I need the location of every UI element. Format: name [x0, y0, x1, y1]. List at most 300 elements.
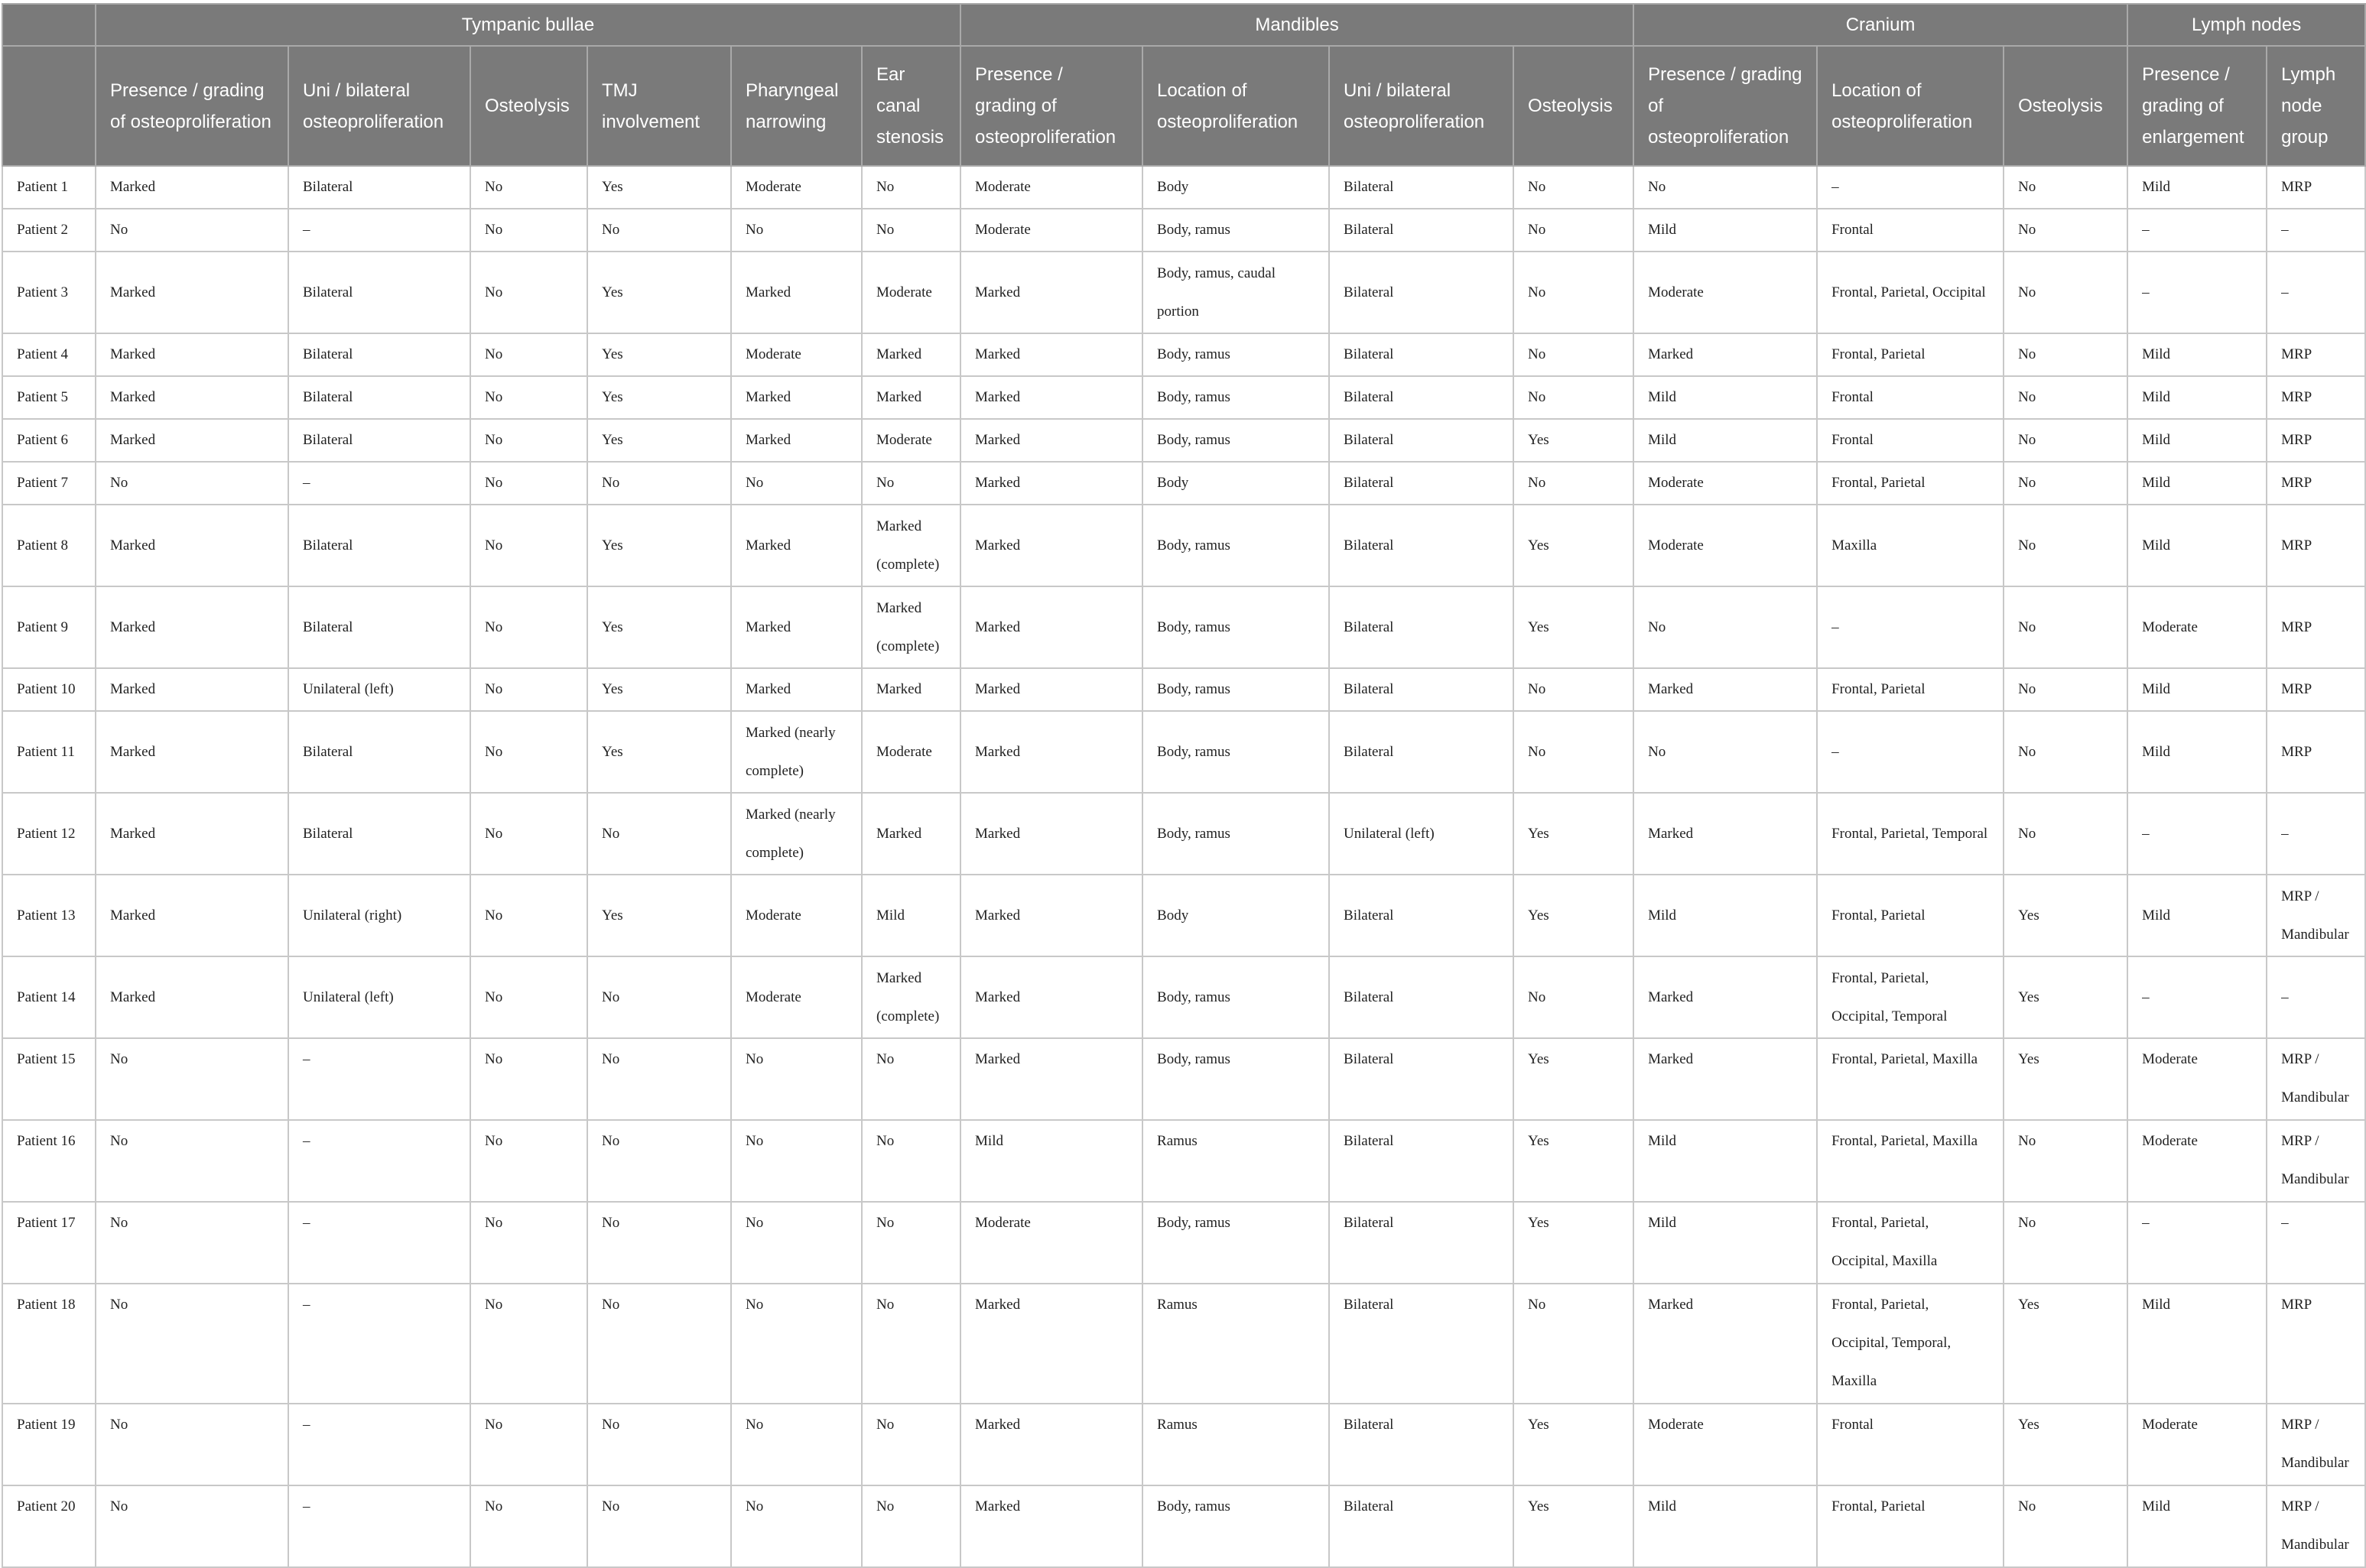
table-cell: No	[587, 1404, 731, 1485]
table-cell: No	[470, 419, 587, 462]
column-header: Location of osteoproliferation	[1142, 46, 1329, 166]
table-cell: Frontal, Parietal	[1817, 875, 2004, 956]
table-cell: Body, ramus	[1142, 1202, 1329, 1284]
patient-label-cell: Patient 10	[2, 668, 96, 711]
table-cell: Marked	[960, 505, 1142, 586]
table-cell: Moderate	[862, 252, 960, 333]
column-header: Pharyngeal narrowing	[731, 46, 862, 166]
patient-label-cell: Patient 20	[2, 1485, 96, 1567]
table-cell: No	[2004, 333, 2127, 376]
table-cell: Moderate	[2127, 1404, 2267, 1485]
table-cell: Frontal, Parietal	[1817, 333, 2004, 376]
table-cell: No	[587, 1120, 731, 1202]
table-cell: Mild	[1633, 209, 1817, 252]
table-cell: Body, ramus	[1142, 586, 1329, 668]
table-body	[2, 166, 2365, 1567]
table-cell: No	[2004, 252, 2127, 333]
table-cell: Marked	[96, 956, 288, 1038]
table-cell: Marked	[960, 586, 1142, 668]
table-cell: –	[288, 1202, 470, 1284]
table-cell: Marked (nearly complete)	[731, 793, 862, 875]
table-cell: Unilateral (left)	[288, 956, 470, 1038]
table-cell: Mild	[862, 875, 960, 956]
table-row	[2, 668, 2365, 711]
table-row	[2, 462, 2365, 505]
table-cell: –	[2127, 793, 2267, 875]
table-cell: Body, ramus	[1142, 376, 1329, 419]
table-cell: Yes	[1513, 1202, 1633, 1284]
table-cell: Bilateral	[1329, 166, 1513, 209]
table-cell: Marked	[731, 252, 862, 333]
table-cell: Yes	[587, 419, 731, 462]
table-cell: Yes	[2004, 1038, 2127, 1120]
table-cell: No	[1513, 376, 1633, 419]
table-cell: Moderate	[1633, 462, 1817, 505]
table-cell: Marked	[96, 252, 288, 333]
table-cell: Marked	[96, 875, 288, 956]
table-cell: Marked	[96, 419, 288, 462]
table-cell: Bilateral	[1329, 1284, 1513, 1404]
table-cell: Bilateral	[1329, 252, 1513, 333]
table-cell: No	[96, 1284, 288, 1404]
table-cell: No	[731, 1284, 862, 1404]
table-cell: No	[1513, 1284, 1633, 1404]
table-cell: No	[96, 1485, 288, 1567]
table-cell: No	[470, 668, 587, 711]
table-cell: No	[587, 1485, 731, 1567]
table-cell: Yes	[587, 711, 731, 793]
table-cell: No	[470, 1485, 587, 1567]
table-cell: –	[288, 1038, 470, 1120]
table-cell: Body, ramus	[1142, 505, 1329, 586]
table-cell: Bilateral	[1329, 505, 1513, 586]
table-cell: Frontal	[1817, 419, 2004, 462]
table-cell: No	[470, 505, 587, 586]
table-cell: Moderate	[960, 166, 1142, 209]
table-cell: No	[731, 1038, 862, 1120]
table-row	[2, 252, 2365, 333]
table-cell: Marked	[731, 668, 862, 711]
table-cell: No	[862, 1284, 960, 1404]
table-cell: No	[96, 1120, 288, 1202]
table-cell: MRP	[2267, 166, 2365, 209]
table-cell: Body, ramus	[1142, 1485, 1329, 1567]
table-cell: No	[731, 209, 862, 252]
column-header: Osteolysis	[1513, 46, 1633, 166]
patient-label-cell: Patient 9	[2, 586, 96, 668]
table-cell: No	[1513, 668, 1633, 711]
table-cell: No	[587, 1202, 731, 1284]
table-cell: Yes	[587, 376, 731, 419]
table-cell: Mild	[2127, 875, 2267, 956]
table-cell: –	[2127, 252, 2267, 333]
table-cell: No	[2004, 586, 2127, 668]
table-cell: No	[862, 1485, 960, 1567]
table-cell: No	[862, 1120, 960, 1202]
table-cell: Marked	[862, 668, 960, 711]
table-cell: No	[1633, 711, 1817, 793]
table-cell: –	[288, 1284, 470, 1404]
table-row	[2, 1284, 2365, 1404]
table-cell: No	[862, 166, 960, 209]
table-cell: Body, ramus	[1142, 419, 1329, 462]
table-cell: –	[1817, 711, 2004, 793]
table-cell: No	[862, 462, 960, 505]
table-cell: Bilateral	[288, 793, 470, 875]
table-cell: Yes	[2004, 1404, 2127, 1485]
patient-label-cell: Patient 16	[2, 1120, 96, 1202]
table-cell: Yes	[1513, 586, 1633, 668]
table-cell: No	[470, 1038, 587, 1120]
table-cell: Moderate	[731, 956, 862, 1038]
table-cell: –	[2267, 252, 2365, 333]
table-cell: No	[587, 1284, 731, 1404]
group-header-cranium: Cranium	[1633, 4, 2127, 46]
table-cell: No	[2004, 209, 2127, 252]
table-cell: Marked	[960, 793, 1142, 875]
column-header: Uni / bilateral osteoproliferation	[1329, 46, 1513, 166]
column-header: Osteolysis	[470, 46, 587, 166]
table-cell: No	[470, 586, 587, 668]
group-header-row	[2, 4, 2365, 46]
patient-label-cell: Patient 19	[2, 1404, 96, 1485]
patient-label-cell: Patient 13	[2, 875, 96, 956]
table-cell: Body	[1142, 166, 1329, 209]
table-cell: Marked	[862, 793, 960, 875]
table-cell: No	[2004, 376, 2127, 419]
patient-label-cell: Patient 1	[2, 166, 96, 209]
table-cell: No	[587, 793, 731, 875]
table-cell: Yes	[1513, 1485, 1633, 1567]
table-cell: Yes	[2004, 1284, 2127, 1404]
table-row	[2, 586, 2365, 668]
table-cell: Bilateral	[1329, 1404, 1513, 1485]
table-cell: Bilateral	[1329, 333, 1513, 376]
table-cell: Yes	[1513, 419, 1633, 462]
table-row	[2, 166, 2365, 209]
table-cell: No	[2004, 166, 2127, 209]
column-header-row	[2, 46, 2365, 166]
table-cell: Body, ramus	[1142, 956, 1329, 1038]
patient-label-cell: Patient 6	[2, 419, 96, 462]
patient-label-cell: Patient 5	[2, 376, 96, 419]
table-cell: Bilateral	[1329, 209, 1513, 252]
table-cell: No	[862, 1038, 960, 1120]
table-cell: Mild	[1633, 875, 1817, 956]
patient-label-cell: Patient 8	[2, 505, 96, 586]
table-cell: –	[2127, 1202, 2267, 1284]
table-cell: No	[470, 209, 587, 252]
table-cell: Marked	[96, 793, 288, 875]
table-cell: Mild	[2127, 1284, 2267, 1404]
table-cell: Frontal, Parietal, Occipital, Maxilla	[1817, 1202, 2004, 1284]
table-cell: Marked	[960, 668, 1142, 711]
table-cell: Yes	[587, 875, 731, 956]
table-cell: No	[470, 1404, 587, 1485]
table-cell: No	[587, 1038, 731, 1120]
table-cell: Bilateral	[1329, 875, 1513, 956]
table-cell: Mild	[1633, 1485, 1817, 1567]
table-cell: No	[96, 1202, 288, 1284]
table-cell: Frontal, Parietal	[1817, 668, 2004, 711]
table-cell: Moderate	[2127, 586, 2267, 668]
table-cell: –	[288, 1120, 470, 1202]
column-header: Presence / grading of osteoproliferation	[1633, 46, 1817, 166]
table-cell: Marked (nearly complete)	[731, 711, 862, 793]
table-row	[2, 1485, 2365, 1567]
table-cell: Bilateral	[288, 711, 470, 793]
table-cell: No	[2004, 505, 2127, 586]
patient-label-cell: Patient 3	[2, 252, 96, 333]
table-cell: Body, ramus	[1142, 668, 1329, 711]
table-cell: Moderate	[2127, 1120, 2267, 1202]
table-cell: Marked	[862, 333, 960, 376]
table-cell: Bilateral	[1329, 1485, 1513, 1567]
table-cell: Yes	[587, 586, 731, 668]
table-cell: Frontal, Parietal, Occipital	[1817, 252, 2004, 333]
table-cell: Marked	[96, 505, 288, 586]
table-cell: No	[2004, 1485, 2127, 1567]
table-cell: No	[1513, 166, 1633, 209]
table-cell: Marked	[1633, 956, 1817, 1038]
column-header: Presence / grading of enlargement	[2127, 46, 2267, 166]
table-cell: Frontal, Parietal, Maxilla	[1817, 1038, 2004, 1120]
table-cell: Marked	[960, 1404, 1142, 1485]
table-cell: Marked	[960, 1284, 1142, 1404]
table-cell: Mild	[2127, 419, 2267, 462]
table-cell: Mild	[1633, 1120, 1817, 1202]
table-cell: Body, ramus	[1142, 711, 1329, 793]
corner-cell	[2, 4, 96, 46]
table-cell: Yes	[1513, 1120, 1633, 1202]
table-cell: MRP / Mandibular	[2267, 875, 2365, 956]
table-cell: Marked	[960, 376, 1142, 419]
table-cell: Unilateral (left)	[288, 668, 470, 711]
table-cell: No	[1513, 252, 1633, 333]
table-cell: Bilateral	[1329, 586, 1513, 668]
table-cell: No	[2004, 1120, 2127, 1202]
table-cell: Bilateral	[1329, 419, 1513, 462]
table-cell: Frontal, Parietal	[1817, 1485, 2004, 1567]
table-row	[2, 1404, 2365, 1485]
table-cell: No	[862, 1404, 960, 1485]
table-cell: –	[288, 1485, 470, 1567]
table-cell: Mild	[2127, 166, 2267, 209]
table-cell: –	[2127, 956, 2267, 1038]
table-cell: Moderate	[731, 333, 862, 376]
table-cell: –	[288, 462, 470, 505]
table-cell: –	[288, 1404, 470, 1485]
table-cell: Frontal, Parietal, Occipital, Temporal, Maxilla	[1817, 1284, 2004, 1404]
table-cell: Mild	[1633, 376, 1817, 419]
table-cell: Marked (complete)	[862, 505, 960, 586]
table-cell: Marked	[96, 376, 288, 419]
table-cell: No	[1633, 586, 1817, 668]
table-cell: No	[470, 956, 587, 1038]
table-cell: Body, ramus	[1142, 333, 1329, 376]
group-header-lymph-nodes: Lymph nodes	[2127, 4, 2365, 46]
table-cell: Body, ramus	[1142, 1038, 1329, 1120]
table-cell: Marked	[96, 166, 288, 209]
table-cell: No	[1513, 209, 1633, 252]
table-cell: No	[96, 209, 288, 252]
table-cell: Marked	[96, 711, 288, 793]
table-cell: MRP / Mandibular	[2267, 1404, 2365, 1485]
table-cell: Ramus	[1142, 1120, 1329, 1202]
patient-label-cell: Patient 11	[2, 711, 96, 793]
table-cell: –	[288, 209, 470, 252]
table-cell: Moderate	[731, 875, 862, 956]
table-cell: No	[2004, 711, 2127, 793]
table-cell: No	[470, 166, 587, 209]
table-cell: Mild	[1633, 419, 1817, 462]
table-cell: No	[587, 956, 731, 1038]
table-cell: Frontal, Parietal, Maxilla	[1817, 1120, 2004, 1202]
table-cell: Marked	[731, 505, 862, 586]
table-cell: –	[2267, 956, 2365, 1038]
table-cell: No	[1633, 166, 1817, 209]
table-cell: No	[731, 1202, 862, 1284]
table-row	[2, 209, 2365, 252]
table-row	[2, 1202, 2365, 1284]
table-cell: Bilateral	[288, 376, 470, 419]
table-cell: MRP	[2267, 333, 2365, 376]
table-cell: Bilateral	[1329, 668, 1513, 711]
table-cell: Marked (complete)	[862, 956, 960, 1038]
table-row	[2, 711, 2365, 793]
table-cell: Frontal, Parietal, Occipital, Temporal	[1817, 956, 2004, 1038]
table-cell: Bilateral	[1329, 956, 1513, 1038]
table-cell: Marked	[1633, 1284, 1817, 1404]
table-cell: No	[862, 1202, 960, 1284]
table-cell: –	[2267, 209, 2365, 252]
table-cell: Marked	[960, 1038, 1142, 1120]
table-cell: No	[731, 462, 862, 505]
patient-label-cell: Patient 7	[2, 462, 96, 505]
table-cell: Unilateral (left)	[1329, 793, 1513, 875]
table-cell: Marked	[960, 1485, 1142, 1567]
group-header-mandibles: Mandibles	[960, 4, 1633, 46]
table-cell: No	[862, 209, 960, 252]
table-row	[2, 875, 2365, 956]
table-cell: Body, ramus	[1142, 793, 1329, 875]
table-cell: No	[1513, 956, 1633, 1038]
table-cell: No	[470, 711, 587, 793]
table-cell: Bilateral	[1329, 376, 1513, 419]
table-cell: Marked	[960, 956, 1142, 1038]
table-cell: No	[2004, 793, 2127, 875]
table-cell: MRP / Mandibular	[2267, 1120, 2365, 1202]
table-cell: Moderate	[1633, 505, 1817, 586]
table-cell: Yes	[2004, 875, 2127, 956]
table-cell: No	[2004, 668, 2127, 711]
table-cell: Bilateral	[288, 586, 470, 668]
table-cell: Maxilla	[1817, 505, 2004, 586]
table-cell: Unilateral (right)	[288, 875, 470, 956]
table-cell: Mild	[2127, 505, 2267, 586]
patient-label-cell: Patient 14	[2, 956, 96, 1038]
table-cell: Bilateral	[288, 333, 470, 376]
table-cell: Yes	[587, 252, 731, 333]
table-row	[2, 1120, 2365, 1202]
table-cell: No	[470, 376, 587, 419]
table-cell: Moderate	[960, 1202, 1142, 1284]
column-header: Location of osteoproliferation	[1817, 46, 2004, 166]
table-cell: MRP	[2267, 505, 2365, 586]
table-cell: Moderate	[862, 419, 960, 462]
table-cell: No	[2004, 419, 2127, 462]
table-cell: Body	[1142, 875, 1329, 956]
table-cell: No	[587, 462, 731, 505]
table-cell: No	[470, 1202, 587, 1284]
table-cell: No	[470, 1120, 587, 1202]
patient-label-cell: Patient 2	[2, 209, 96, 252]
table-row	[2, 419, 2365, 462]
table-cell: Yes	[587, 505, 731, 586]
table-cell: Bilateral	[288, 505, 470, 586]
table-cell: Moderate	[2127, 1038, 2267, 1120]
table-cell: Yes	[587, 668, 731, 711]
table-cell: Moderate	[731, 166, 862, 209]
column-header: Ear canal stenosis	[862, 46, 960, 166]
table-cell: No	[96, 462, 288, 505]
table-cell: Bilateral	[1329, 1120, 1513, 1202]
table-cell: Marked	[960, 875, 1142, 956]
table-cell: No	[731, 1120, 862, 1202]
table-cell: Mild	[2127, 462, 2267, 505]
table-cell: Marked	[1633, 333, 1817, 376]
table-cell: Marked	[1633, 1038, 1817, 1120]
table-cell: MRP / Mandibular	[2267, 1038, 2365, 1120]
table-cell: Marked	[731, 376, 862, 419]
table-cell: Yes	[1513, 1404, 1633, 1485]
table-cell: –	[1817, 586, 2004, 668]
table-cell: Marked	[96, 668, 288, 711]
table-cell: Bilateral	[288, 252, 470, 333]
table-cell: Marked	[96, 333, 288, 376]
table-cell: Marked	[1633, 793, 1817, 875]
patient-label-cell: Patient 4	[2, 333, 96, 376]
patient-label-cell: Patient 12	[2, 793, 96, 875]
table-cell: Marked	[731, 419, 862, 462]
table-cell: Yes	[1513, 1038, 1633, 1120]
column-header: TMJ involvement	[587, 46, 731, 166]
table-cell: No	[731, 1404, 862, 1485]
table-cell: MRP	[2267, 462, 2365, 505]
column-header: Lymph node group	[2267, 46, 2365, 166]
table-cell: Marked	[960, 333, 1142, 376]
table-cell: Marked	[1633, 668, 1817, 711]
table-cell: Bilateral	[1329, 711, 1513, 793]
table-cell: MRP	[2267, 586, 2365, 668]
table-row	[2, 376, 2365, 419]
corner-cell-sub	[2, 46, 96, 166]
column-header: Uni / bilateral osteoproliferation	[288, 46, 470, 166]
table-cell: Moderate	[960, 209, 1142, 252]
findings-table-container	[2, 3, 2364, 1568]
table-cell: No	[470, 252, 587, 333]
table-cell: Frontal	[1817, 209, 2004, 252]
table-cell: Mild	[960, 1120, 1142, 1202]
table-cell: MRP	[2267, 1284, 2365, 1404]
table-cell: No	[96, 1404, 288, 1485]
column-header: Presence / grading of osteoproliferation	[960, 46, 1142, 166]
table-cell: Mild	[2127, 711, 2267, 793]
table-cell: Marked	[862, 376, 960, 419]
table-cell: No	[731, 1485, 862, 1567]
table-row	[2, 333, 2365, 376]
findings-table	[2, 3, 2366, 1568]
